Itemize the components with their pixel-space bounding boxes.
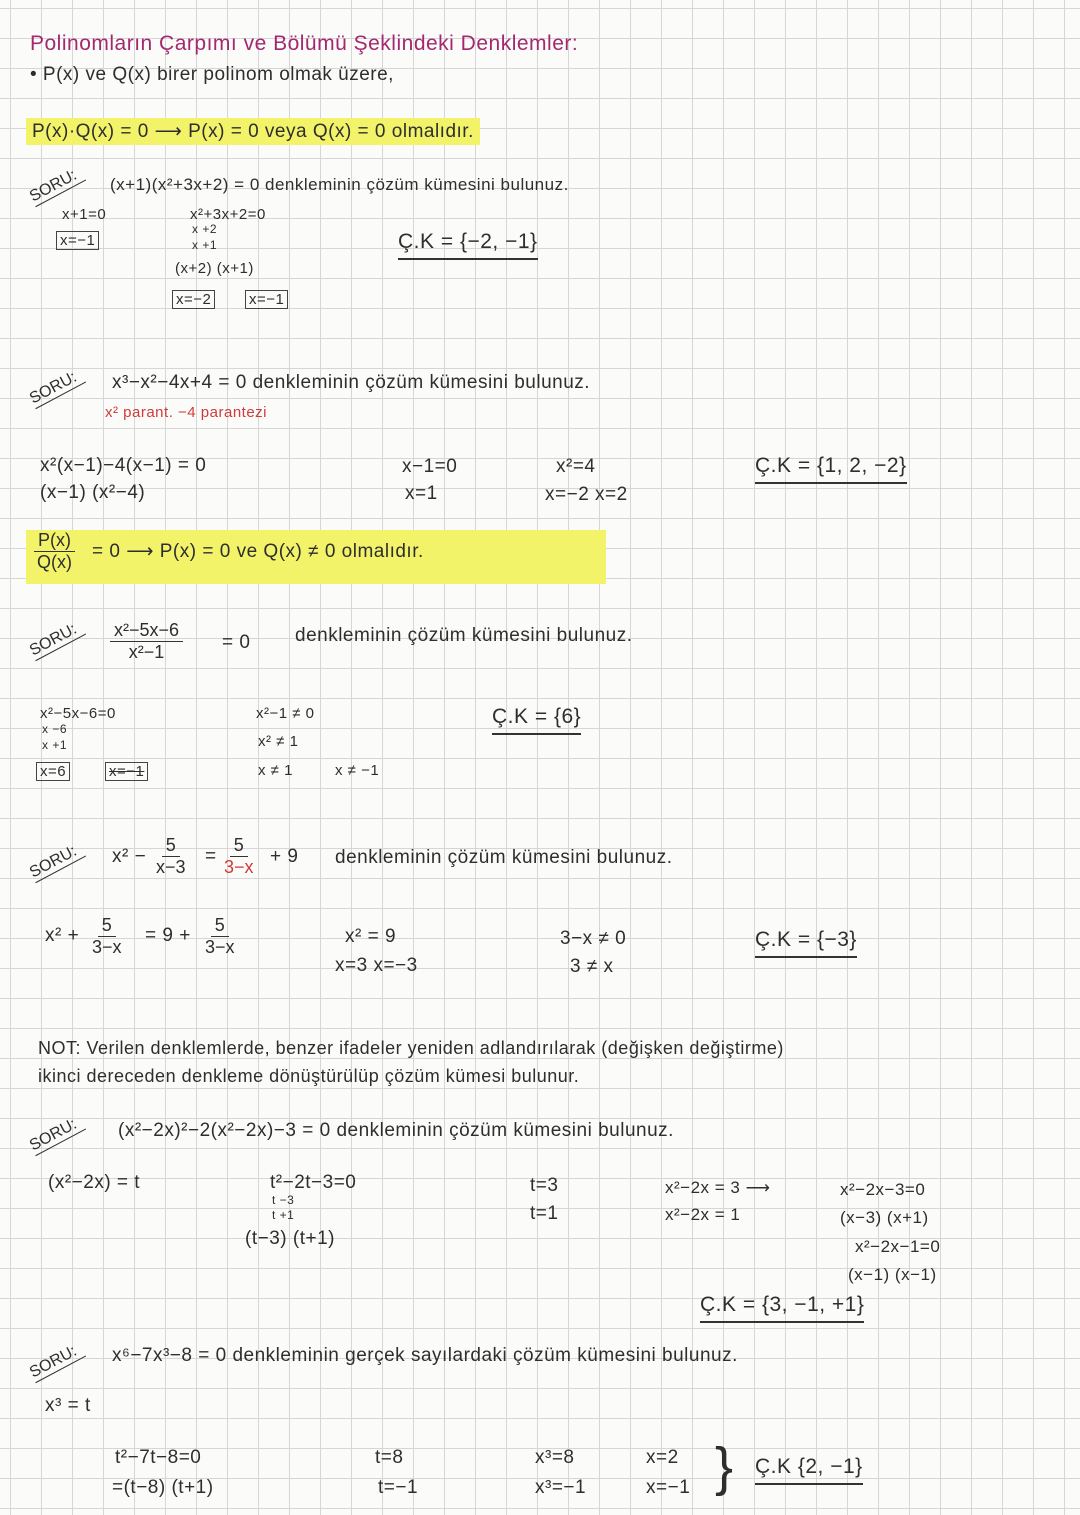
q2-step: (x−1) (x²−4) (40, 482, 146, 503)
q4-fraction (156, 835, 186, 878)
q1-step: x +2 (192, 222, 218, 236)
numerator: P(x) (34, 530, 75, 552)
q1-answer: Ç.K = {−2, −1} (398, 230, 538, 260)
brace: } (715, 1437, 734, 1497)
q4-lhs: x² − (112, 846, 147, 867)
soru-label: SORU: (27, 840, 86, 883)
numerator: 5 (230, 835, 248, 857)
q5-answer: Ç.K = {3, −1, +1} (700, 1293, 864, 1323)
q5-step: x²−2x = 3 ⟶ (665, 1178, 771, 1197)
q4-step: x² + (45, 925, 80, 946)
numerator: 5 (211, 915, 229, 937)
soru-label: SORU: (27, 618, 86, 661)
quotient-rule: = 0 ⟶ P(x) = 0 ve Q(x) ≠ 0 olmalıdır. (92, 541, 424, 562)
q3-fraction (110, 620, 183, 663)
q3-step: x +1 (42, 738, 68, 752)
q6-step: t²−7t−8=0 (115, 1447, 202, 1468)
q6-step: x³=8 (535, 1447, 575, 1468)
q5-step: (x²−2x) = t (48, 1172, 141, 1193)
q3-step: x²−5x−6=0 (40, 705, 116, 722)
intro-text: • P(x) ve Q(x) birer polinom olmak üzere, (30, 64, 394, 85)
denominator: 3−x (92, 937, 122, 957)
q2-step: x=1 (405, 483, 438, 504)
q5-step: x²−2x−3=0 (840, 1180, 926, 1199)
q3-step: x ≠ −1 (335, 762, 380, 779)
q4-fraction (224, 835, 254, 878)
q1-step: x +1 (192, 238, 218, 252)
q4-fraction (92, 915, 122, 958)
denominator: 3−x (205, 937, 235, 957)
q6-step: x=−1 (646, 1477, 691, 1498)
q5-step: t=3 (530, 1175, 559, 1196)
q1-step: x²+3x+2=0 (190, 206, 266, 223)
note-line-1: NOT: Verilen denklemlerde, benzer ifadeler yeniden adlandırılarak (değişken değiştirme) (38, 1038, 784, 1058)
q4-rhs: + 9 (270, 846, 299, 867)
q6-step: t=−1 (378, 1477, 419, 1498)
q5-step: t=1 (530, 1203, 559, 1224)
q2-note: x² parant. −4 parantezi (105, 404, 268, 421)
q1-root: x=−1 (245, 290, 288, 309)
soru-label: SORU: (27, 164, 86, 207)
q1-step: (x+2) (x+1) (175, 260, 254, 277)
q4-step: 3 ≠ x (570, 956, 614, 977)
denominator: x−3 (156, 857, 186, 877)
q4-step: x² = 9 (345, 926, 397, 947)
soru-label: SORU: (27, 366, 86, 409)
q3-rejected-root: x=−1 (105, 762, 148, 781)
q3-step: x²−1 ≠ 0 (256, 705, 315, 722)
q6-step: x³=−1 (535, 1477, 587, 1498)
q2-step: x=−2 x=2 (545, 484, 628, 505)
q3-step: x −6 (42, 722, 68, 736)
q1-question: (x+1)(x²+3x+2) = 0 denkleminin çözüm kümesini bulunuz. (110, 175, 569, 194)
soru-label: SORU: (27, 1340, 86, 1383)
q5-question: (x²−2x)²−2(x²−2x)−3 = 0 denkleminin çözüm kümesini bulunuz. (118, 1120, 674, 1141)
q3-step: x ≠ 1 (258, 762, 293, 779)
q3-question: denkleminin çözüm kümesini bulunuz. (295, 625, 633, 646)
numerator: 5 (162, 835, 180, 857)
q2-question: x³−x²−4x+4 = 0 denkleminin çözüm kümesini bulunuz. (112, 372, 591, 393)
q6-answer: Ç.K {2, −1} (755, 1455, 863, 1485)
q2-answer: Ç.K = {1, 2, −2} (755, 454, 907, 484)
q1-step: x+1=0 (62, 206, 107, 223)
q1-root: x=−2 (172, 290, 215, 309)
note-line-2: ikinci dereceden denkleme dönüştürülüp çözüm kümesi bulunur. (38, 1066, 580, 1086)
q4-answer: Ç.K = {−3} (755, 928, 857, 958)
q6-question: x⁶−7x³−8 = 0 denkleminin gerçek sayılardaki çözüm kümesini bulunuz. (112, 1345, 738, 1366)
q3-root: x=6 (36, 762, 70, 781)
denominator: Q(x) (37, 552, 72, 572)
q2-step: x²(x−1)−4(x−1) = 0 (40, 455, 207, 476)
numerator: x²−5x−6 (110, 620, 183, 642)
denominator: 3−x (224, 857, 254, 877)
q3-step: x² ≠ 1 (258, 733, 299, 750)
q4-step: = 9 + (145, 925, 191, 946)
q6-step: t=8 (375, 1447, 404, 1468)
q2-step: x²=4 (556, 456, 596, 477)
q5-step: x²−2x−1=0 (855, 1237, 941, 1256)
q5-step: t²−2t−3=0 (270, 1172, 357, 1193)
q5-step: (x−1) (x−1) (848, 1265, 937, 1284)
denominator: x²−1 (128, 642, 165, 662)
q6-step: x³ = t (45, 1395, 91, 1416)
q1-root: x=−1 (56, 231, 99, 250)
q4-step: x=3 x=−3 (335, 955, 418, 976)
q4-equals: = (205, 846, 217, 867)
q5-step: (t−3) (t+1) (245, 1228, 335, 1249)
q4-question: denkleminin çözüm kümesini bulunuz. (335, 847, 673, 868)
product-rule: P(x)·Q(x) = 0 ⟶ P(x) = 0 veya Q(x) = 0 olmalıdır. (26, 118, 480, 145)
q5-step: t −3 (272, 1193, 295, 1207)
q5-step: t +1 (272, 1208, 295, 1222)
q2-step: x−1=0 (402, 456, 458, 477)
numerator: 5 (98, 915, 116, 937)
q5-step: (x−3) (x+1) (840, 1208, 929, 1227)
q5-step: x²−2x = 1 (665, 1205, 741, 1224)
q6-step: =(t−8) (t+1) (112, 1477, 214, 1498)
q3-equals: = 0 (222, 632, 251, 653)
soru-label: SORU: (27, 1113, 86, 1156)
page-title: Polinomların Çarpımı ve Bölümü Şeklindeki Denklemler: (30, 32, 579, 55)
q6-step: x=2 (646, 1447, 679, 1468)
q4-fraction (205, 915, 235, 958)
q3-answer: Ç.K = {6} (492, 705, 581, 735)
quotient-fraction (34, 530, 75, 573)
q4-step: 3−x ≠ 0 (560, 928, 627, 949)
